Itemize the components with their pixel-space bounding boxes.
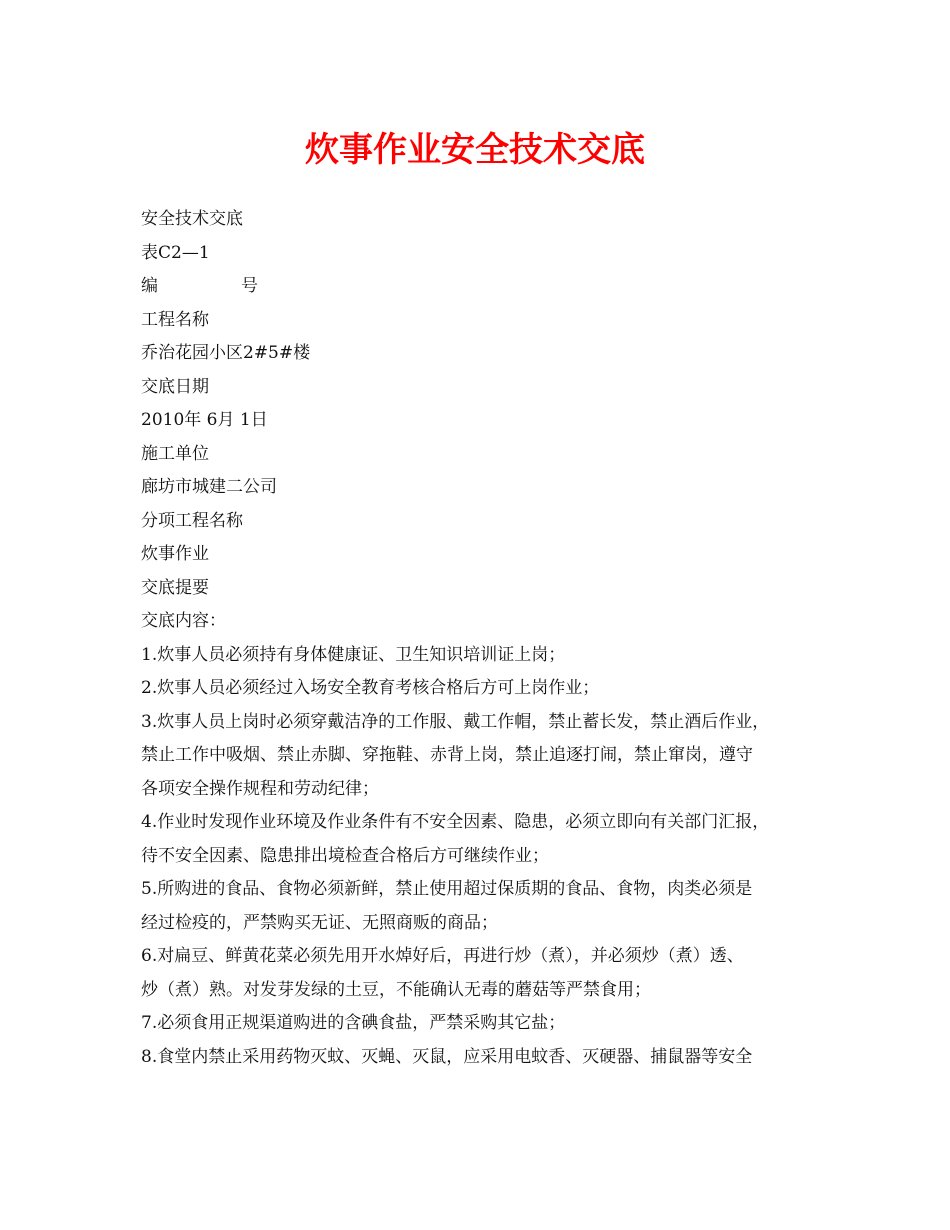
- text-line: 7.必须食用正规渠道购进的含碘食盐，严禁采购其它盐；: [141, 1013, 566, 1033]
- text-line: 施工单位: [141, 443, 209, 464]
- text-line: 廊坊市城建二公司: [141, 477, 277, 497]
- text-line: 分项工程名称: [141, 510, 243, 531]
- text-line: 6.对扁豆、鲜黄花菜必须先用开水焯好后，再进行炒（煮），并必须炒（煮）透、: [141, 946, 744, 966]
- text-line: 炊事作业: [141, 544, 209, 564]
- text-line: 交底日期: [141, 376, 209, 397]
- text-line: 工程名称: [141, 309, 209, 330]
- number-label-left: 编: [141, 276, 158, 296]
- text-line: 8.食堂内禁止采用药物灭蚊、灭蝇、灭鼠，应采用电蚊香、灭硬器、捕鼠器等安全: [141, 1046, 753, 1067]
- text-line: 1.炊事人员必须持有身体健康证、卫生知识培训证上岗；: [141, 644, 566, 665]
- document-body: [141, 203, 821, 1074]
- text-line: 3.炊事人员上岗时必须穿戴洁净的工作服、戴工作帽，禁止蓄长发，禁止酒后作业，: [141, 711, 770, 732]
- number-label-right: 号: [241, 276, 258, 296]
- document-title: 炊事作业安全技术交底: [305, 130, 645, 170]
- text-line: 交底提要: [141, 577, 209, 598]
- text-line: 经过检疫的，严禁购买无证、无照商贩的商品；: [141, 912, 498, 933]
- text-line: 安全技术交底: [141, 209, 243, 229]
- text-line: 乔治花园小区2#5#楼: [141, 343, 311, 363]
- text-line: 2.炊事人员必须经过入场安全教育考核合格后方可上岗作业；: [141, 678, 600, 698]
- text-line: 交底内容：: [141, 611, 226, 631]
- text-line: 表C2—1: [141, 242, 210, 263]
- text-line: 2010年 6月 1日: [141, 410, 268, 430]
- text-line: 炒（煮）熟。对发芽发绿的土豆，不能确认无毒的蘑菇等严禁食用；: [141, 979, 651, 1000]
- text-line: 各项安全操作规程和劳动纪律；: [141, 778, 379, 799]
- text-line: 禁止工作中吸烟、禁止赤脚、穿拖鞋、赤背上岗，禁止追逐打闹，禁止窜岗，遵守: [141, 745, 753, 765]
- text-line: 待不安全因素、隐患排出境检查合格后方可继续作业；: [141, 845, 549, 866]
- number-label-line: [141, 270, 821, 304]
- text-line: 4.作业时发现作业环境及作业条件有不安全因素、隐患，必须立即向有关部门汇报，: [141, 812, 770, 832]
- text-line: 5.所购进的食品、食物必须新鲜，禁止使用超过保质期的食品、食物，肉类必须是: [141, 879, 753, 899]
